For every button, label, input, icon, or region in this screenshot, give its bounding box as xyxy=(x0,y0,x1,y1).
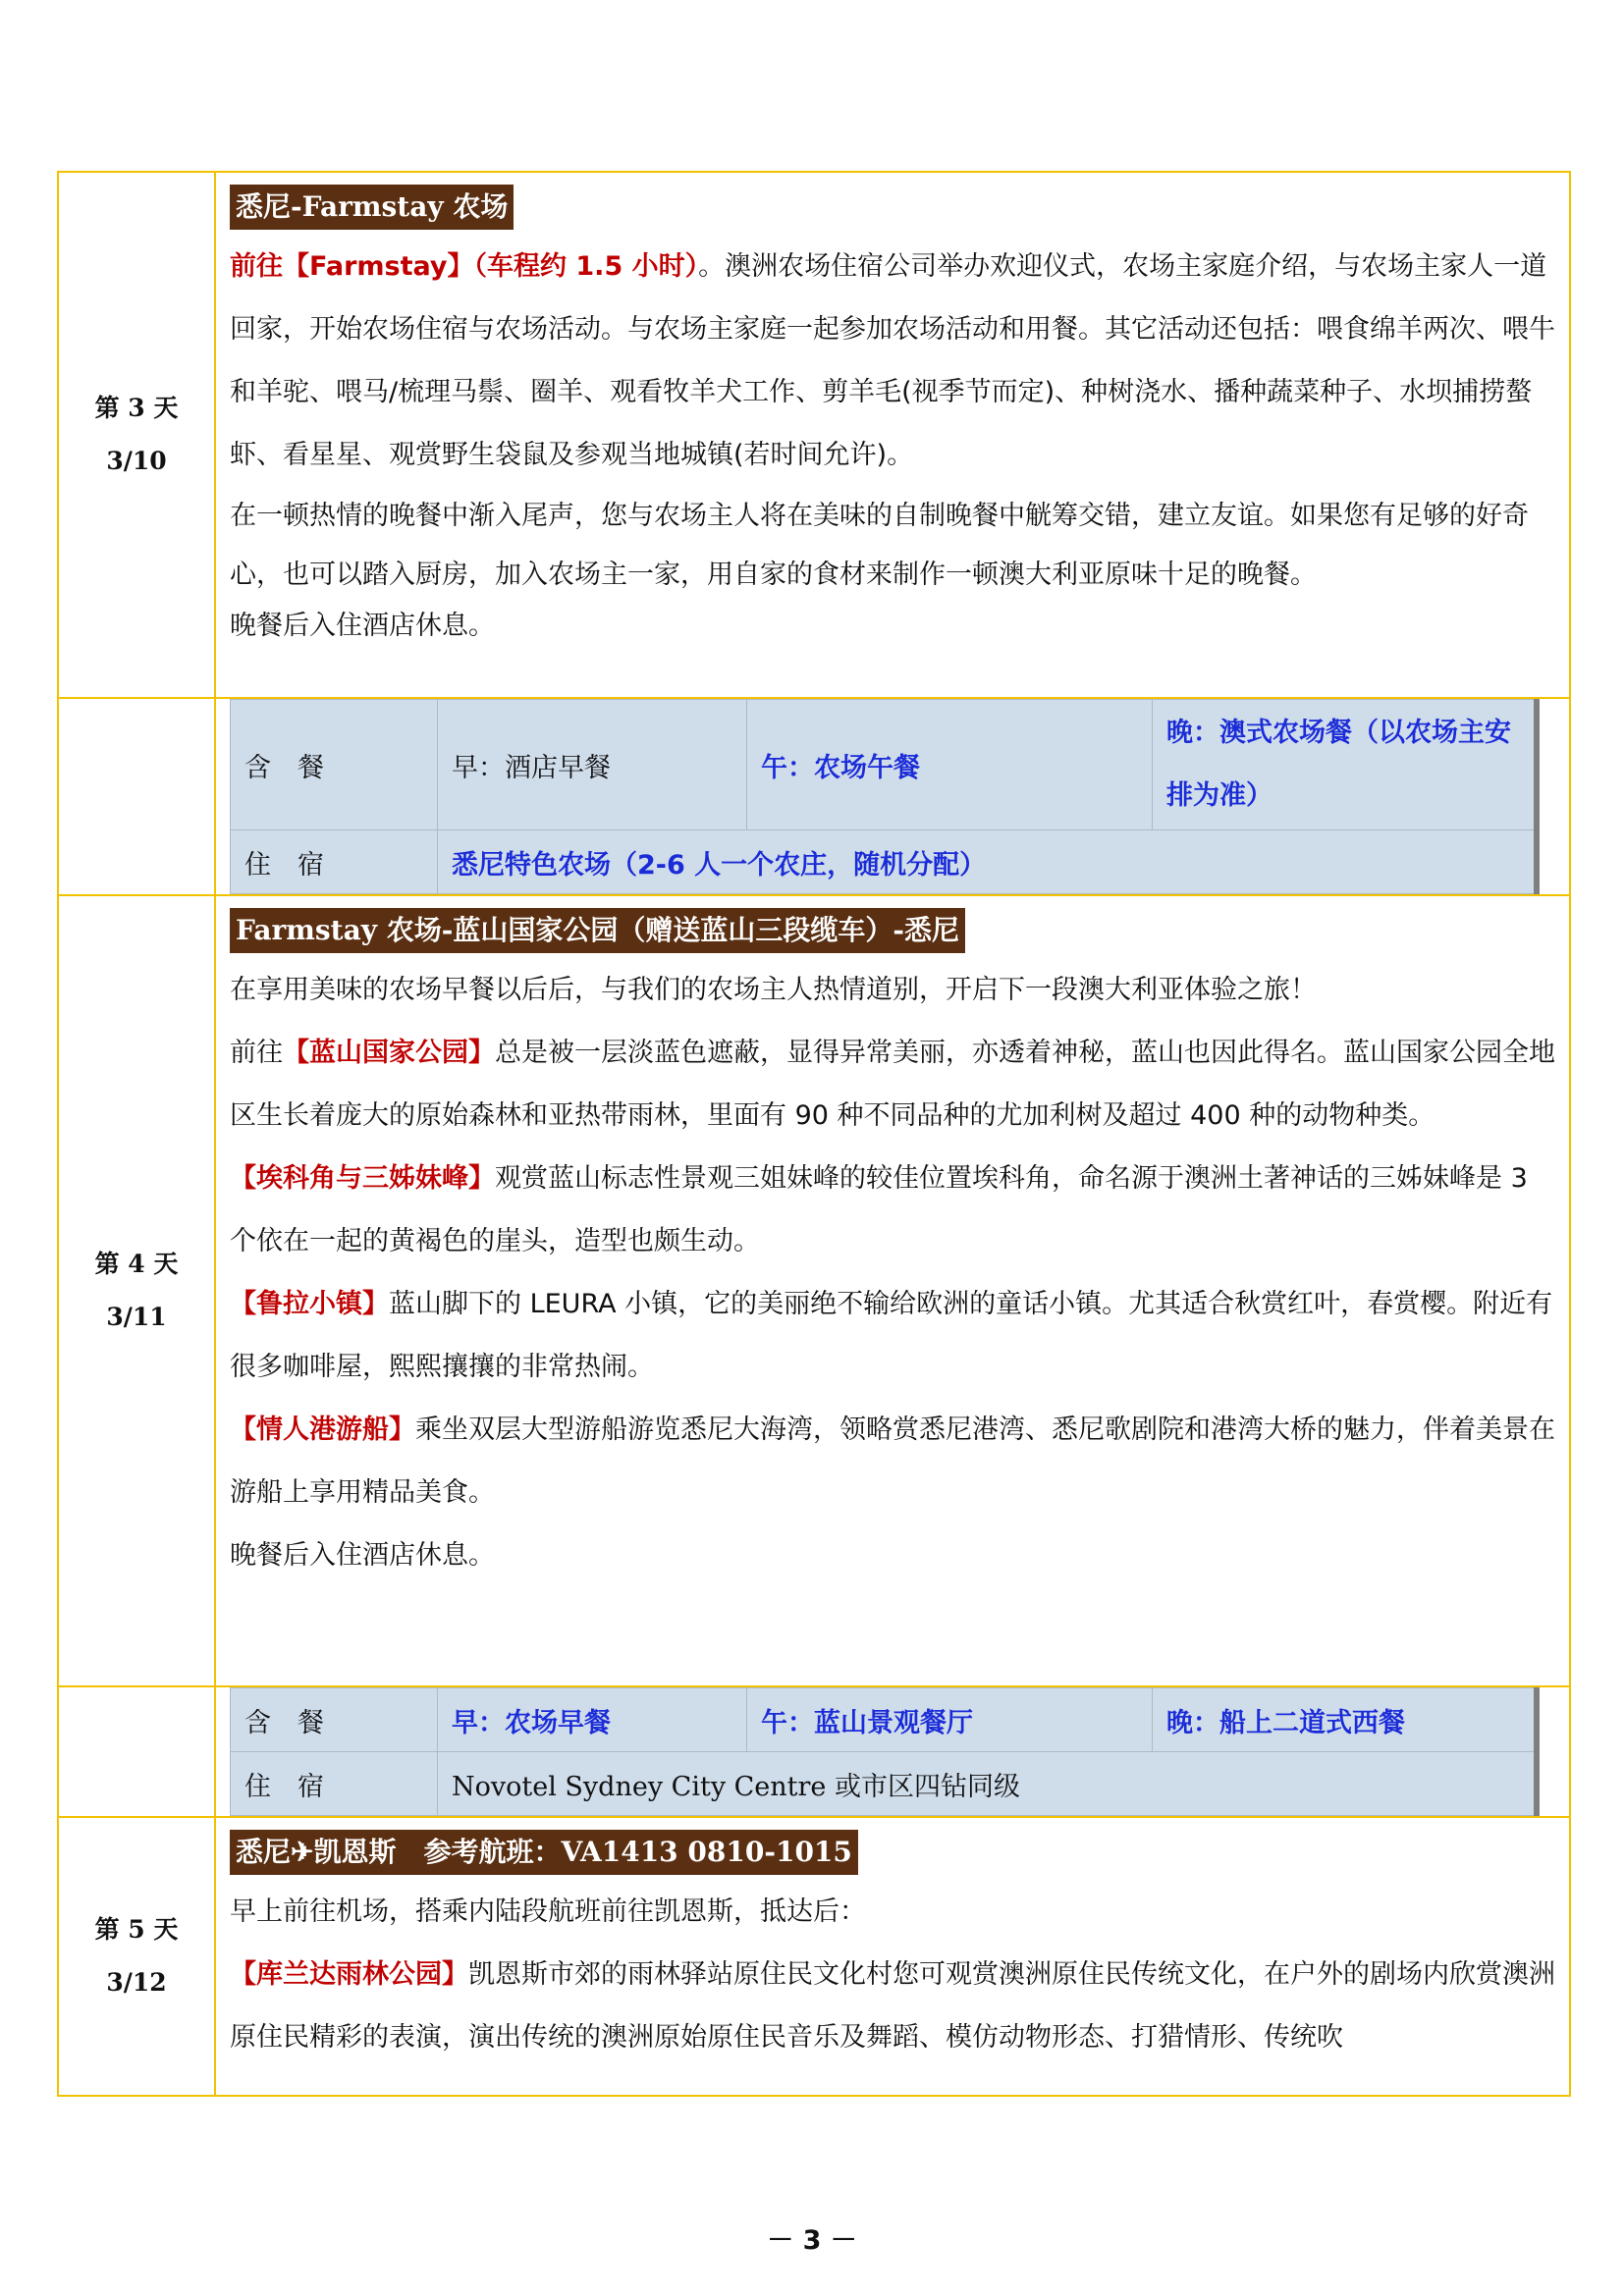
day-title: 悉尼✈凯恩斯 参考航班：VA1413 0810-1015 xyxy=(230,1830,858,1875)
dinner: 晚：船上二道式西餐 xyxy=(1153,1688,1538,1752)
highlight-text: 【鲁拉小镇】 xyxy=(230,1289,389,1319)
paragraph-text: 观赏蓝山标志性景观三姐妹峰的较佳位置埃科角，命名源于澳洲土著神话的三姊妹峰是 3 个依在一起的黄褐色的崖头，造型也颇生动。 xyxy=(230,1163,1528,1256)
highlight-text: 【埃科角与三姊妹峰】 xyxy=(230,1163,495,1194)
paragraph xyxy=(230,1148,1555,1273)
paragraph: 晚餐后入住酒店休息。 xyxy=(230,611,495,641)
paragraph-text: 蓝山脚下的 LEURA 小镇，它的美丽绝不输给欧洲的童话小镇。尤其适合秋赏红叶，春赏樱。附近有很多咖啡屋，熙熙攘攘的非常热闹。 xyxy=(230,1289,1553,1382)
dinner: 晚：澳式农场餐（以农场主安排为准） xyxy=(1153,700,1538,830)
paragraph: 在享用美味的农场早餐以后后，与我们的农场主人热情道别，开启下一段澳大利亚体验之旅！ xyxy=(230,975,1317,1005)
meal-label: 含 餐 xyxy=(231,1688,438,1752)
paragraph xyxy=(230,1273,1555,1399)
page-number: － 3 － xyxy=(767,2225,857,2256)
itinerary-table xyxy=(57,171,1571,2097)
day-content xyxy=(215,172,1570,698)
empty-cell xyxy=(58,1686,215,1817)
meal-table xyxy=(230,699,1540,894)
paragraph-text: 前往 xyxy=(230,1038,283,1068)
paragraph xyxy=(230,236,1555,487)
paragraph: 早上前往机场，搭乘内陆段航班前往凯恩斯，抵达后： xyxy=(230,1896,866,1927)
highlight-text: 【蓝山国家公园】 xyxy=(283,1038,495,1068)
breakfast: 早：农场早餐 xyxy=(438,1688,747,1752)
paragraph: 晚餐后入住酒店休息。 xyxy=(230,1540,495,1571)
day-label: 第 4 天 xyxy=(94,1250,179,1278)
day-title: 悉尼-Farmstay 农场 xyxy=(230,185,514,230)
lunch: 午：蓝山景观餐厅 xyxy=(747,1688,1153,1752)
meal-row xyxy=(58,1686,1570,1817)
paragraph-text: 总是被一层淡蓝色遮蔽，显得异常美丽，亦透着神秘，蓝山也因此得名。蓝山国家公园全地区生长着庞大的原始森林和亚热带雨林，里面有 90 种不同品种的尤加利树及超过 400 种的动物种类。 xyxy=(230,1038,1555,1131)
meal-label: 含 餐 xyxy=(231,700,438,830)
highlight-text: 【库兰达雨林公园】 xyxy=(230,1959,468,1990)
day-title: Farmstay 农场-蓝山国家公园（赠送蓝山三段缆车）-悉尼 xyxy=(230,908,965,953)
meal-cell xyxy=(215,698,1570,895)
breakfast: 早：酒店早餐 xyxy=(438,700,747,830)
stay-value: 悉尼特色农场（2-6 人一个农庄，随机分配） xyxy=(438,830,1538,894)
stay-label: 住 宿 xyxy=(231,1752,438,1816)
paragraph-text: 凯恩斯市郊的雨林驿站原住民文化村您可观赏澳洲原住民传统文化，在户外的剧场内欣赏澳洲原住民精彩的表演，演出传统的澳洲原始原住民音乐及舞蹈、模仿动物形态、打猎情形、传统吹 xyxy=(230,1959,1555,2053)
day-label: 第 5 天 xyxy=(94,1915,179,1944)
paragraph: 在一顿热情的晚餐中渐入尾声，您与农场主人将在美味的自制晚餐中觥筹交错，建立友谊。如果您有足够的好奇心，也可以踏入厨房，加入农场主一家，用自家的食材来制作一顿澳大利亚原味十足的晚餐。 xyxy=(230,501,1529,590)
day-cell xyxy=(58,895,215,1686)
highlight-text: 【情人港游船】 xyxy=(230,1415,415,1445)
paragraph xyxy=(230,1399,1555,1524)
lunch: 午：农场午餐 xyxy=(747,700,1153,830)
paragraph xyxy=(230,1022,1555,1148)
day-row xyxy=(58,1817,1570,2096)
empty-cell xyxy=(58,698,215,895)
day-row xyxy=(58,895,1570,1686)
stay-value: Novotel Sydney City Centre 或市区四钻同级 xyxy=(438,1752,1538,1816)
meal-row xyxy=(58,698,1570,895)
meal-cell xyxy=(215,1686,1570,1817)
day-date: 3/10 xyxy=(106,447,167,475)
day-content xyxy=(215,895,1570,1686)
day-date: 3/11 xyxy=(106,1303,167,1331)
day-date: 3/12 xyxy=(106,1968,167,1997)
paragraph xyxy=(230,1944,1555,2069)
day-row xyxy=(58,172,1570,698)
day-content xyxy=(215,1817,1570,2096)
meal-table xyxy=(230,1687,1540,1816)
paragraph-text: 乘坐双层大型游船游览悉尼大海湾，领略赏悉尼港湾、悉尼歌剧院和港湾大桥的魅力，伴着美景在游船上享用精品美食。 xyxy=(230,1415,1555,1508)
day-label: 第 3 天 xyxy=(94,394,179,422)
day-cell xyxy=(58,172,215,698)
stay-label: 住 宿 xyxy=(231,830,438,894)
paragraph-text: 。澳洲农场住宿公司举办欢迎仪式，农场主家庭介绍，与农场主家人一道回家，开始农场住宿与农场活动。与农场主家庭一起参加农场活动和用餐。其它活动还包括：喂食绵羊两次、喂牛和羊驼、喂马/梳理马鬃、圈羊、观看牧羊犬工作、剪羊毛(视季节而定)、种树浇水、播种蔬菜种子、水坝捕捞螯虾、看星星、观赏野生袋鼠及参观当地城镇(若时间允许)。 xyxy=(230,251,1555,470)
highlight-text: 前往【Farmstay】（车程约 1.5 小时） xyxy=(230,251,699,282)
day-cell xyxy=(58,1817,215,2096)
